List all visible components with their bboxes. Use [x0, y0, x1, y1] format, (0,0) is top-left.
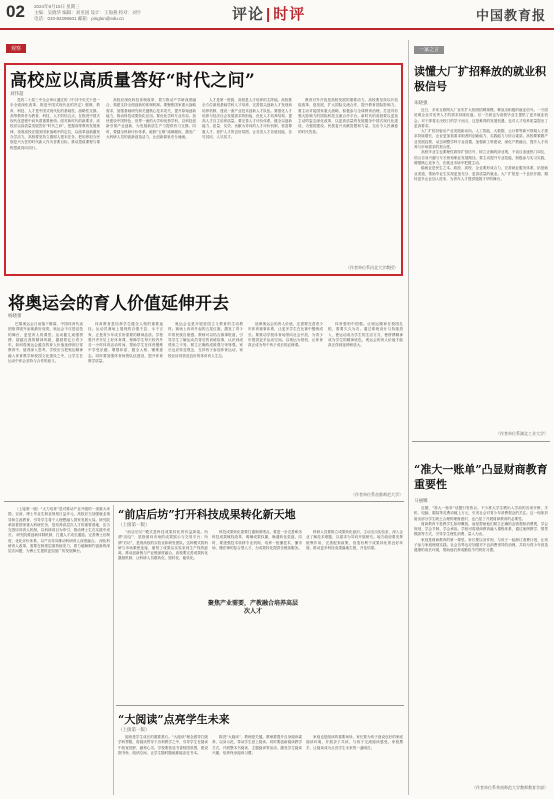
- article2-column-1: 巴黎奥运会日前落下帷幕，中国体育代表团取得境外参赛最好成绩。奥运会不仅是竞技的舞台，更是育人的课堂。运动健儿顽强拼搏、超越自我的精神风貌，激励着亿万青少年。如何将奥运会蕴含的育人价值延伸到日常教育中，值得深入思考。学校应当把奥运精神融入体育教学和校园文化建设之中，让学生在运动中体会坚持与合作的意义。: [8, 322, 83, 364]
- section-title: [232, 3, 305, 24]
- sidebar2-source: （作者单位系华南师范大学教师教育学部）: [472, 785, 548, 790]
- article4-column-2: 科技成果转化需要打通制度堵点。要进一步完善职务科技成果赋权改革，明晰成果权属，畅通转化渠道。同时，要建强技术转移专业机构，培养一批懂技术、懂市场、懂法律的复合型人才，为成果转化提供全链条服务。: [212, 530, 302, 550]
- article4-author: （上接第一版）: [118, 522, 150, 527]
- lead-column-1: 党的二十届三中全会审议通过的《中共中央关于进一步全面深化改革、推进中国式现代化的决定》强调，教育、科技、人才是中国式现代化的基础性、战略性支撑。高等教育作为教育、科技、人才的结合点，在推进中国式现代化进程中肩负着重要使命。面对新时代的新要求，高校应以高质量发展答好“时代之问”，把握高等教育发展规律，找准高校在服务国家战略中的定位，以改革创新激发办学活力。高校要坚持立德树人根本任务，把培养担当民族复兴大任的时代新人作为首要目标，推动思政课程与课程思政同向同行。: [10, 98, 100, 150]
- subsection-name: 时评: [273, 6, 306, 23]
- article5-column-2: 推进“大阅读”，教师是关键。教师要提升自身阅读素养，以身示范，带动学生爱上阅读。同时要创新阅读教学方式，开展整本书阅读、主题阅读等活动，激发学生阅读兴趣，培养终身阅读习惯。: [212, 735, 302, 755]
- divider: [4, 501, 404, 502]
- sidebar2-body: 近期，“准大一账单”话题引发热议。不少准大学生晒出入学前的各项开销，手机、电脑、服装等花费动辄上万元，引发社会对青少年消费观念的关注。这一现象折射出部分学生缺乏合理的理财意识，也凸显了开展财商教育的必要性。 财商教育不是教学生如何赚钱，而是帮助他们树立正确的金钱观和消费观，学会规划、学会节制、学会承担。学校可将财商教育融入课程体系，通过案例教学、情景模拟等方式，引导学生理性消费、量入为出。 家庭是财商教育的第一课堂。家长要以身作则，与孩子一起制订消费计划，让孩子参与家庭理财实践。社会各界也应加强对不良消费诱导的治理，共同为青少年营造健康的成长环境，帮助他们养成勤俭节约的好习惯。: [414, 506, 548, 553]
- divider: [412, 441, 550, 442]
- article4-column-1: “前店后坊”模式是科技成果转化的有益探索。所谓“前店”，是指面向市场的成果展示与交易平台；所谓“后坊”，是指高校的实验室和研发团队。这种模式将科研与市场紧密连接，缩短了成果从实验室到生产线的距离，推动创新链与产业链深度融合。高校要完善成果转化激励机制，让科研人员敢转化、愿转化、能转化。: [118, 530, 208, 561]
- masthead-meta: [34, 4, 144, 22]
- sidebar2-title[interactable]: “准大一账单”凸显财商教育重要性: [414, 463, 548, 491]
- lead-column-3: 人才是第一资源，高校是人才培养的主阵地。高校要全方位谋划基础学科人才培养，完善拔尖创新人才发现和培养机制，建设一流产业技术创新人才队伍。要强化人才培养与经济社会发展需求的衔接，优化人才培养结构，提高人才自主培养质量。要完善人才评价体系，健全以创新能力、质量、实效、贡献为导向的人才评价机制，营造尊重人才、爱护人才的良好氛围，让各类人才各展其能、各尽其用、人尽其才。: [202, 98, 292, 140]
- article2-author: 杨晓蕾: [8, 313, 22, 318]
- article2-column-5: 体育强则中国强。让奥运精神在校园扎根，需要久久为功。通过系统设计与持续投入，使运动成为学生的生活方式，使拼搏精神成为学生的精神底色，奥运会的育人价值才能真正得到延伸和放大。: [328, 322, 403, 348]
- sidebar2-author: 马丽娜: [414, 498, 428, 503]
- sidebar1-body: 近日，多家互联网大厂宣布扩大校园招聘规模，释放出积极的就业信号。一方面说明企业对优秀人才的需求持续旺盛，另一方面也为高校毕业生提供了更多就业机会。对于即将走出校门的学子而言，这是难得的发展机遇，也对人才培养质量提出了更高要求。 大厂扩招折射出产业发展新动向。人工智能、大数据、云计算等新兴领域人才需求持续增长，企业更加看重求职者的创新能力、实践能力与综合素质。高校要紧跟产业发展趋势，动态调整学科专业设置，加强新工科建设，深化产教融合，提升人才培养与市场需求的契合度。 高校毕业生也要理性看待扩招信号，树立正确的择业观，不盲目追逐热门岗位，结合自身兴趣与专长规划职业发展路径。要主动提升专业技能，积极参与实习实践，增强核心竞争力，在就业市场中把握主动。 稳就业是民生之本。政府、高校、企业要形成合力，完善就业服务体系，拓宽就业渠道，帮助毕业生实现更加充分、更高质量的就业。大厂扩招是一个良好开端，期待更多企业加入进来，为青年人才提供施展才华的舞台。: [414, 108, 548, 181]
- article5-title[interactable]: “大阅读”点亮学生未来: [118, 713, 230, 726]
- lead-source: （作者单位系河北大学教授）: [346, 265, 398, 270]
- article3-column: （上接第一版）“大力培育”是对推动产业升级的一项重大举措。目前，博士毕业生职业规划日益多元，高校应当加强就业指导和生涯教育，引导学生将个人理想融入国家发展大局。研究院承担着国家重大科研任务，是培养高层次人才的重要基地，应当完善协同育人机制，以科研项目为牵引，推动博士生在实践中成长。 研究院要创新体制机制，打通人才成长通道。完善博士后制度，优化评价体系，以产出导向推动科研育人深度融合。 深化科研育人改革，需要在制度层面持续发力，着力破解制约创新的深层次问题，为博士生提供更加宽广的发展舞台。: [8, 507, 110, 554]
- meta-line: 主编：吴晓华 编辑：刘亚国 设计：王海燕 校对：刘宇: [34, 10, 142, 15]
- article2-column-3: 奥运会也是开展爱国主义教育的生动教材。赛场上冉冉升起的五星红旗，激发了青少年的民族自豪感。教师可以结合赛事报道，引导学生了解运动员背后的训练故事，认识到成绩来之不易，树立正确的成败观与荣辱观。家长也应转变观念，支持孩子参加体育运动，家校社协同营造良好的体育育人生态。: [168, 322, 243, 358]
- article5-column-3: 家庭也是阅读的重要场所。家长要为孩子创设良好的家庭阅读环境，开展亲子共读，与孩子交流阅读感受。家校携手，让阅读成为点亮学生未来的一盏明灯。: [306, 735, 403, 750]
- article4-column-3: 科研人员要树立成果转化意识，主动走出实验室，深入企业了解技术难题，以需求为导向开展研究。地方政府要发挥统筹作用，完善配套政策，营造有利于成果转化的良好环境，推动更多科技成果落地生根、开花结果。: [306, 530, 403, 550]
- section-separator: |: [266, 6, 272, 23]
- article2-source: （作者单位系首都师范大学）: [351, 492, 403, 497]
- sidebar1-title[interactable]: 读懂大厂扩招释放的就业积极信号: [414, 65, 546, 93]
- article2-title[interactable]: 将奥运会的育人价值延伸开去: [8, 294, 229, 314]
- sidebar1-source: （作者单位系湖北工业大学）: [496, 431, 548, 436]
- sidebar1-author: 朱晓强: [414, 100, 428, 105]
- article2-column-4: 延伸奥运会的育人价值，还需要完善青少年体育赛事体系，让更多学生在比赛中锻炼成长。要推动学校体育场馆向社会开放，为青少年提供更多运动空间。以奥运为契机，让体育真正成为每个孩子成长的必修课。: [248, 322, 323, 348]
- article2-column-2: 体育教育是培养学生健全人格的重要途径。运动员赛场上展现的自强不息、永不言弃，正是青少年成长所需要的精神品质。学校要开齐开足上好体育课，保障学生每天校内外各一小时体育活动时间，帮助学生在体育锻炼中享受乐趣、增强体质、健全人格、锤炼意志。同时要加强体育师资队伍建设，提升体育教学质量。: [88, 322, 163, 364]
- article4-subhead: 聚焦产业需要，产教融合培养高层次人才: [208, 600, 299, 615]
- article5-author: （上接第一版）: [118, 727, 150, 732]
- newspaper-brand: 中国教育报: [475, 9, 546, 24]
- lead-author: 刘伟超: [10, 91, 24, 96]
- lead-column-2: 高校应深化科技体制改革，着力推动产学研深度融合，构建支持全面创新的体制机制。要聚焦国家重大战略需求，加强基础研究和关键核心技术攻关，提升原始创新能力，推动科技成果转化应用。要优化学科专业布局，加快建设中国特色、世界一流的大学和优势学科，以科技创新引领产业创新，为发展新质生产力提供有力支撑。同时，要健全科研评价体系，破除“五唯”顽瘴痼疾，激发广大科研人员的创新创造活力，让创新源泉充分涌流。: [106, 98, 196, 140]
- article4-title[interactable]: “前店后坊”打开科技成果转化新天地: [118, 508, 296, 521]
- lead-tag: 观察: [6, 44, 26, 53]
- lead-title[interactable]: 高校应以高质量答好“时代之问”: [10, 71, 256, 91]
- lead-column-4: 教育对外开放是高校发展的重要动力。高校要坚持以开放促改革、促发展，扩大国际交流合作，提升教育国际影响力。要主动对接国家重大战略，积极参与全球教育治理，打造具有强大影响力的国际科技交流合作平台。新时代的高校要以更加主动的姿态深化改革，以更高质量的发展服务中国式现代化建设，为强国建设、民族复兴贡献智慧和力量，交出令人民满意的时代答卷。: [298, 98, 398, 134]
- sidebar-divider: [408, 40, 409, 795]
- sidebar1-tag: 一家之言: [414, 46, 444, 53]
- section-name: 评论: [232, 6, 265, 23]
- meta-line: 2024年8月15日 星期三: [34, 4, 80, 9]
- divider: [113, 505, 114, 795]
- meta-line: 电话：010-82296601 邮箱：pinglun@edu.cn: [34, 16, 124, 21]
- divider: [116, 705, 404, 706]
- article5-column-1: 阅读是学生成长的重要基石。“大阅读”理念倡导打破学科界限，将阅读贯穿于各科教学之中，引导学生在阅读中拓宽视野、涵养心灵。学校要营造书香校园氛围，建设图书角、阅读空间，让学生随时随地都能亲近书本。: [118, 735, 208, 755]
- page-number: 02: [6, 2, 25, 21]
